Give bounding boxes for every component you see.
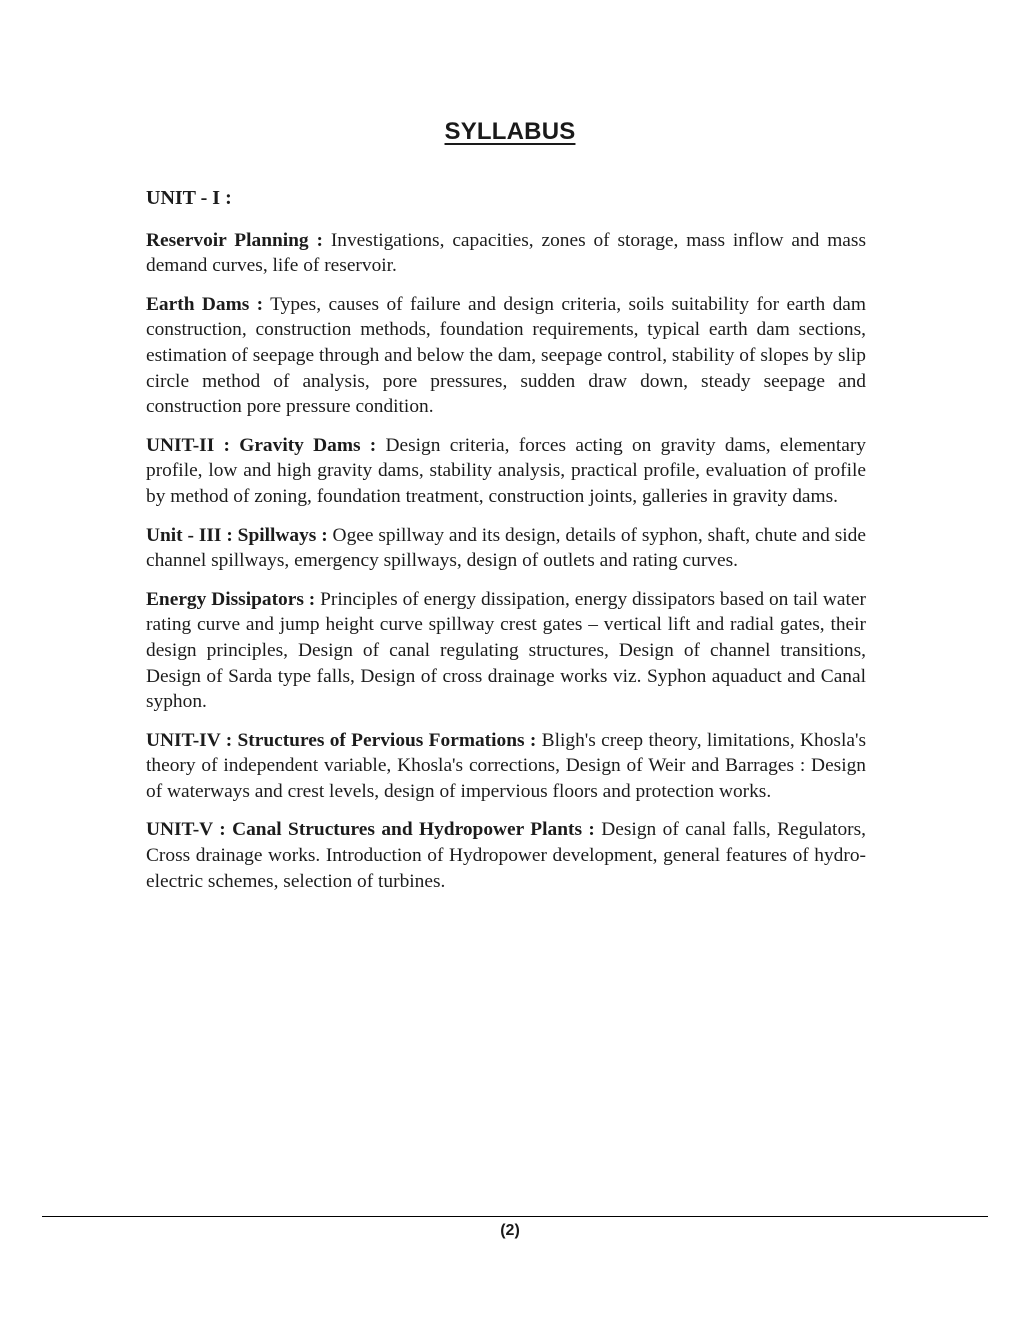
section-gravity-dams xyxy=(146,433,866,510)
section-text: Design of canal falls, Regulators, Cross drainage works. Introduction of Hydropower development, general features of hydro-electric schemes, selection of turbines. xyxy=(146,819,866,892)
section-spillways xyxy=(146,523,866,574)
section-text: Principles of energy dissipation, energy dissipators based on tail water rating curve and jump height curve spillway crest gates – vertical lift and radial gates, their design principles, Design of canal regulating structures, Design of channel transitions, Design of Sarda type falls, Design of cross drainage works viz. Syphon aquaduct and Canal syphon. xyxy=(146,588,866,713)
section-label: UNIT-V : Canal Structures and Hydropower Plants : xyxy=(146,819,595,841)
section-text: Bligh's creep theory, limitations, Khosla's theory of independent variable, Khosla's corrections, Design of Weir and Barrages : Design of waterways and crest levels, design of impervious floors and protection works. xyxy=(146,729,867,802)
page-number: (2) xyxy=(500,1222,520,1239)
section-reservoir-planning xyxy=(146,228,866,279)
section-text: Design criteria, forces acting on gravity dams, elementary profile, low and high gravity dams, stability analysis, practical profile, evaluation of profile by method of zoning, foundation treatment, construction joints, galleries in gravity dams. xyxy=(146,434,867,507)
footer-divider xyxy=(42,1216,988,1217)
section-label: Earth Dams : xyxy=(146,293,264,315)
section-label: Energy Dissipators : xyxy=(146,588,316,610)
page-title: SYLLABUS xyxy=(444,118,576,145)
section-text: Investigations, capacities, zones of storage, mass inflow and mass demand curves, life of reservoir. xyxy=(146,229,866,277)
section-earth-dams xyxy=(146,292,866,420)
section-label: Unit - III : Spillways : xyxy=(146,524,328,546)
section-energy-dissipators xyxy=(146,587,866,715)
section-pervious-formations xyxy=(146,728,866,805)
section-text: Types, causes of failure and design criteria, soils suitability for earth dam construction, construction methods, foundation requirements, typical earth dam sections, estimation of seepage through and below the dam, seepage control, stability of slopes by slip circle method of analysis, pore pressures, sudden draw down, steady seepage and construction pore pressure condition. xyxy=(146,293,866,418)
syllabus-body xyxy=(146,186,866,907)
section-text: Ogee spillway and its design, details of syphon, shaft, chute and side channel spillways, emergency spillways, design of outlets and rating curves. xyxy=(146,524,866,572)
section-canal-hydropower xyxy=(146,817,866,894)
section-label: UNIT-IV : Structures of Pervious Formations : xyxy=(146,729,537,751)
section-label: UNIT-II : Gravity Dams : xyxy=(146,434,377,456)
section-label: Reservoir Planning : xyxy=(146,229,323,251)
unit-1-heading: UNIT - I : xyxy=(146,187,232,209)
